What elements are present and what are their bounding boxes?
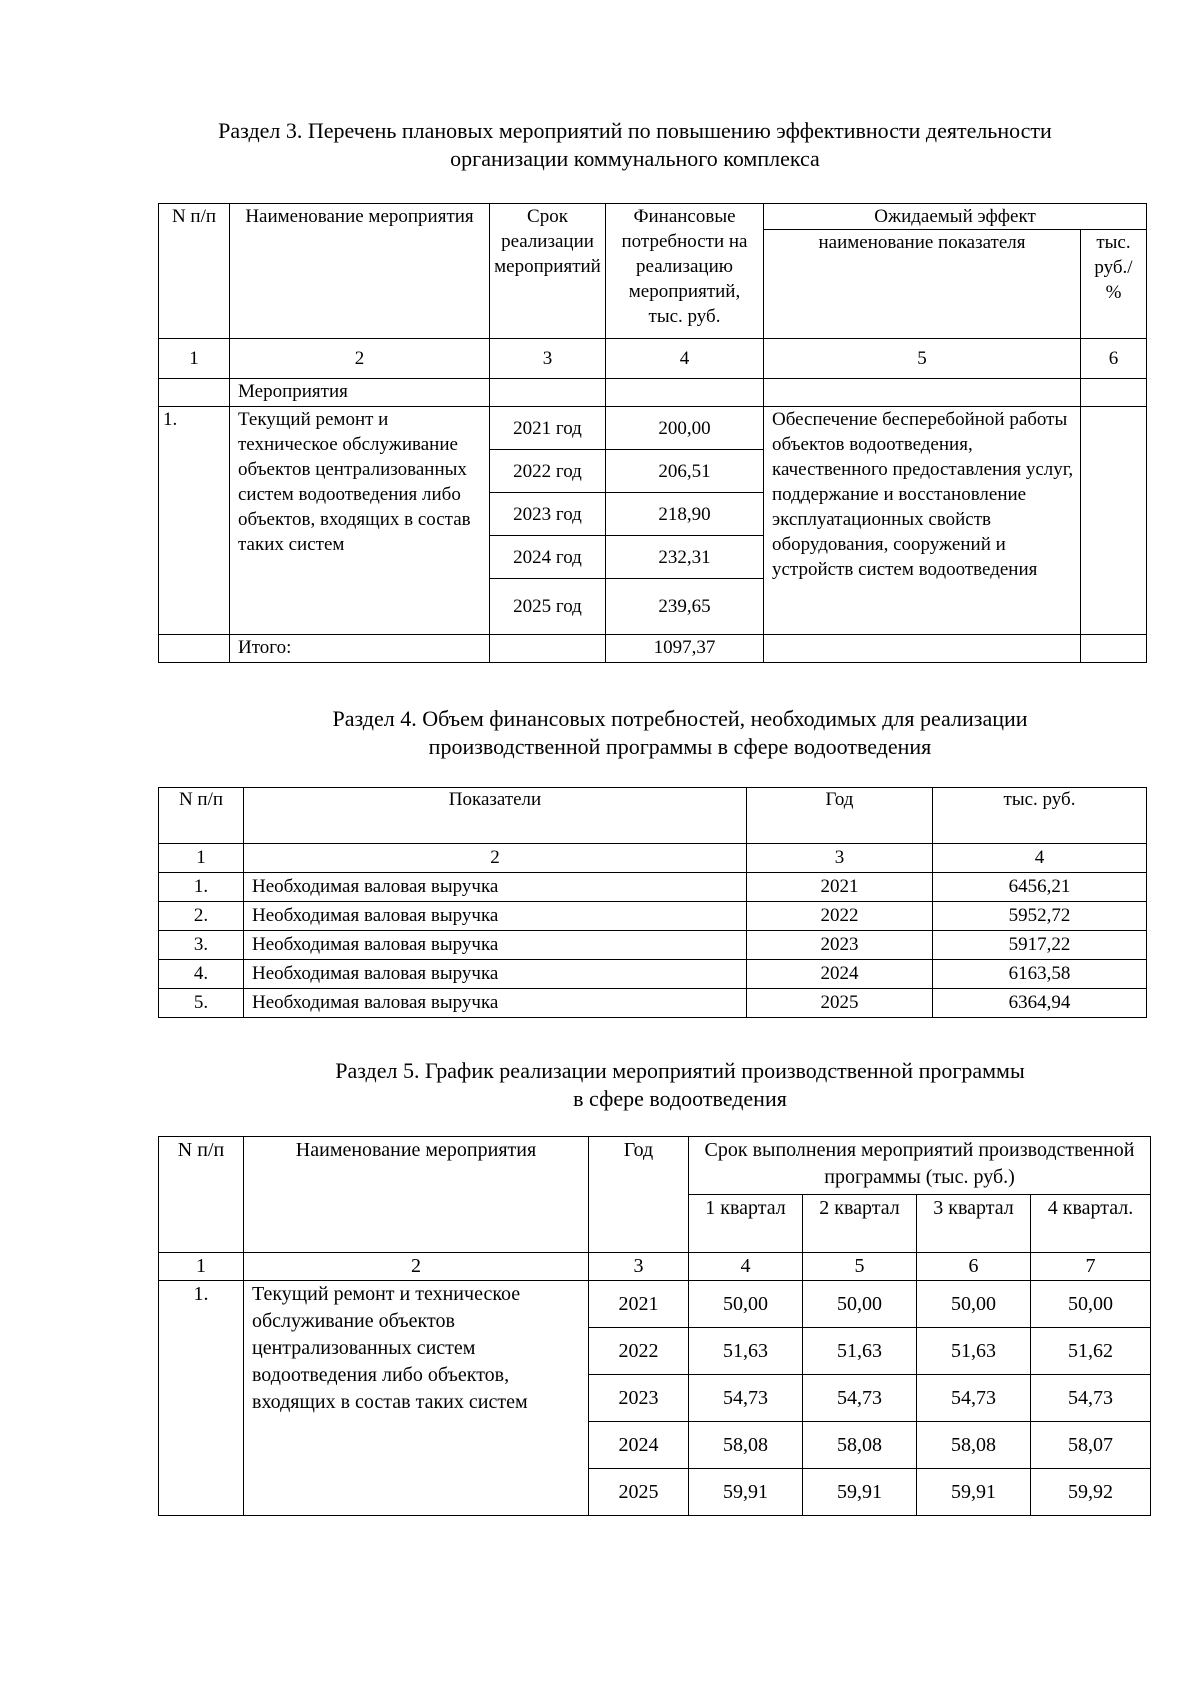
row-year: 2022 год [490,450,606,493]
row-q3: 54,73 [917,1375,1031,1422]
col-number: 1 [159,1253,244,1281]
col-number: 2 [244,844,747,873]
row-year: 2024 [589,1422,689,1469]
row-amount: 232,31 [606,536,764,579]
row-q3: 51,63 [917,1328,1031,1375]
row-num: 2. [159,902,244,931]
row-q4: 58,07 [1031,1422,1151,1469]
row-amount: 206,51 [606,450,764,493]
row-year: 2025 год [490,579,606,635]
item-num: 1. [159,407,230,635]
section3-title-line2: организации коммунального комплекса [450,146,820,171]
section4-title-line1: Раздел 4. Объем финансовых потребностей, необходимых для реализации [332,706,1028,731]
row-q3: 50,00 [917,1281,1031,1328]
row-value: 6456,21 [933,873,1147,902]
row-year: 2021 год [490,407,606,450]
col-number: 3 [747,844,933,873]
header-effect: Ожидаемый эффект [764,204,1147,230]
row-q1: 51,63 [689,1328,803,1375]
section5-title-line2: в сфере водоотведения [573,1086,787,1111]
row-indicator: Необходимая валовая выручка [244,873,747,902]
item-name: Текущий ремонт и техническое обслуживание объектов централизованных систем водоотведения либо объектов, входящих в состав таких систем [230,407,490,635]
row-q2: 50,00 [803,1281,917,1328]
row-value: 5952,72 [933,902,1147,931]
col-number: 1 [159,339,230,379]
row-year: 2021 [589,1281,689,1328]
row-q3: 58,08 [917,1422,1031,1469]
header-schedule: Срок выполнения мероприятий производственной программы (тыс. руб.) [689,1137,1151,1195]
section3-title [140,117,1130,173]
row-q1: 50,00 [689,1281,803,1328]
row-year: 2023 [589,1375,689,1422]
section5-table [158,1136,1151,1516]
total-label: Итого: [230,635,490,663]
header-q1: 1 квартал [689,1195,803,1253]
section5-title [240,1057,1120,1113]
col-number: 4 [933,844,1147,873]
empty-cell [764,635,1081,663]
header-effect-name: наименование показателя [764,230,1081,339]
row-q1: 58,08 [689,1422,803,1469]
row-amount: 239,65 [606,579,764,635]
row-year: 2022 [747,902,933,931]
col-number: 7 [1031,1253,1151,1281]
row-year: 2023 год [490,493,606,536]
section5-title-line1: Раздел 5. График реализации мероприятий производственной программы [335,1058,1025,1083]
header-name: Наименование мероприятия [230,204,490,339]
row-value: 6364,94 [933,989,1147,1018]
row-indicator: Необходимая валовая выручка [244,960,747,989]
row-year: 2025 [747,989,933,1018]
empty-cell [764,379,1081,407]
header-name: Наименование мероприятия [244,1137,589,1253]
row-year: 2023 [747,931,933,960]
header-q4: 4 квартал. [1031,1195,1151,1253]
row-amount: 200,00 [606,407,764,450]
col-number: 3 [589,1253,689,1281]
col-number: 1 [159,844,244,873]
header-year: Год [747,788,933,844]
row-amount: 218,90 [606,493,764,536]
section4-title [240,705,1120,761]
group-label: Мероприятия [230,379,490,407]
header-year: Год [589,1137,689,1253]
empty-cell [159,379,230,407]
row-q2: 54,73 [803,1375,917,1422]
row-q1: 59,91 [689,1469,803,1516]
empty-cell [1081,635,1147,663]
section3-table [158,203,1147,663]
header-q2: 2 квартал [803,1195,917,1253]
col-number: 3 [490,339,606,379]
row-q4: 51,62 [1031,1328,1151,1375]
item-name: Текущий ремонт и техническое обслуживание объектов централизованных систем водоотведения либо объектов, входящих в состав таких систем [244,1281,589,1516]
header-indicator: Показатели [244,788,747,844]
total-value: 1097,37 [606,635,764,663]
row-q4: 59,92 [1031,1469,1151,1516]
header-term: Срок реализации мероприятий [490,204,606,339]
row-value: 6163,58 [933,960,1147,989]
row-year: 2021 [747,873,933,902]
col-number: 2 [244,1253,589,1281]
col-number: 2 [230,339,490,379]
col-number: 6 [1081,339,1147,379]
col-number: 5 [764,339,1081,379]
row-year: 2024 год [490,536,606,579]
item-num: 1. [159,1281,244,1516]
item-effect: Обеспечение бесперебойной работы объектов водоотведения, качественного предоставления услуг, поддержание и восстановление эксплуатационных свойств оборудования, сооружений и устройств систем водоотведения [764,407,1081,635]
row-q2: 58,08 [803,1422,917,1469]
row-q3: 59,91 [917,1469,1031,1516]
header-value: тыс. руб. [933,788,1147,844]
header-effect-value: тыс. руб./ % [1081,230,1147,339]
section4-table [158,787,1147,1018]
section4-title-line2: производственной программы в сфере водоотведения [428,734,932,759]
row-indicator: Необходимая валовая выручка [244,902,747,931]
header-num: N п/п [159,204,230,339]
row-q2: 59,91 [803,1469,917,1516]
section3-title-line1: Раздел 3. Перечень плановых мероприятий по повышению эффективности деятельности [218,118,1052,143]
row-q4: 54,73 [1031,1375,1151,1422]
col-number: 4 [606,339,764,379]
header-num: N п/п [159,1137,244,1253]
empty-cell [159,635,230,663]
header-q3: 3 квартал [917,1195,1031,1253]
empty-cell [1081,379,1147,407]
row-num: 4. [159,960,244,989]
header-finance: Финансовые потребности на реализацию мероприятий, тыс. руб. [606,204,764,339]
row-q4: 50,00 [1031,1281,1151,1328]
header-num: N п/п [159,788,244,844]
empty-cell [606,379,764,407]
empty-cell [490,635,606,663]
row-q1: 54,73 [689,1375,803,1422]
col-number: 4 [689,1253,803,1281]
row-q2: 51,63 [803,1328,917,1375]
row-indicator: Необходимая валовая выручка [244,989,747,1018]
empty-cell [1081,407,1147,635]
col-number: 5 [803,1253,917,1281]
row-indicator: Необходимая валовая выручка [244,931,747,960]
row-value: 5917,22 [933,931,1147,960]
row-year: 2022 [589,1328,689,1375]
row-year: 2024 [747,960,933,989]
row-num: 1. [159,873,244,902]
row-num: 3. [159,931,244,960]
row-year: 2025 [589,1469,689,1516]
empty-cell [490,379,606,407]
col-number: 6 [917,1253,1031,1281]
row-num: 5. [159,989,244,1018]
